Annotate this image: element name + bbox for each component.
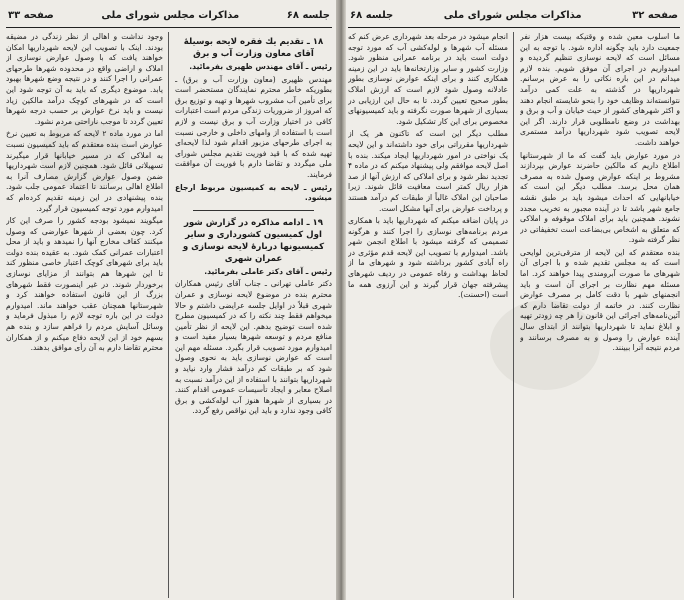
book-gutter bbox=[336, 0, 346, 600]
text-paragraph: مطلب دیگر این است که تاکنون هر یک از شهرداریها مقرراتی برای خود داشته‌اند و این لایحه یک نواختی در امور شهرداریها ایجاد میکند. بنده با اصل لایحه موافقم ولی پیشنهاد میکنم که در ماده ۴ تجدید نظر شود و برای املاکی که ارزش آنها از صد هزار ریال کمتر است معافیت قائل شوند. زیرا صاحبان این املاک غالباً از طبقات کم درآمد هستند و پرداخت عوارض برای آنها مشکل است. bbox=[348, 129, 508, 213]
text-paragraph: مهندس ظهیری (معاون وزارت آب و برق) ـ بطوریکه خاطر محترم نمایندگان مستحضر است برای تأمین آب مشروب شهرها و تهیه و توزیع برق که امروز از ضروریات زندگی مردم است اعتبارات کافی در اختیار وزارت آب و برق نیست و لازم است با استفاده از وامهای داخلی و خارجی نسبت به اجرای طرحهای مزبور اقدام شود لذا لایحه‌ای تهیه شده که با قید فوریت تقدیم مجلس شورای ملی میگردد و تقاضا دارم با فوریت آن موافقت فرمایند. bbox=[175, 74, 332, 179]
text-paragraph: وجود نداشت و اهالی از نظر زندگی در مضیقه بودند. اینک با تصویب این لایحه شهرداریها امکان خواهند یافت که با وصول عوارض نوسازی از املاک و اراضی واقع در محدوده شهرها طرحهای عمرانی را اجرا کنند و در نتیجه وضع شهرها بهبود یابد. موضوع دیگری که باید به آن توجه شود این است که در شهرهای کوچک درآمد مالکین زیاد نیست و باید نرخ عوارض بر حسب درجه شهرها تعیین گردد تا موجب ناراحتی مردم نشود. bbox=[6, 32, 163, 126]
text-paragraph: میگویند نمیشود بودجه کشور را صرف این کار کرد. چون بعضی از شهرها عوارضی که وصول میکنند کفاف مخارج آنها را نمیدهد و باید از محل اعتبارات عمرانی کمک شود. به عقیده بنده دولت باید برای شهرهای کوچک اعتبار خاصی منظور کند تا این شهرها هم بتوانند از مزایای نوسازی برخوردار شوند. در غیر اینصورت فقط شهرهای بزرگ از این قانون استفاده خواهند کرد و شهرستانها همچنان عقب خواهند ماند. امیدوارم دولت در این باره توجه لازم را مبذول فرماید و وسائل آسایش مردم را فراهم سازد و بنده هم بسهم خود از این لایحه دفاع میکنم و از همکاران محترم تقاضا دارم به آن رأی موافق بدهند. bbox=[6, 216, 163, 353]
text-paragraph: انجام میشود در مرحله بعد شهرداری عرض کنم که مسئله آب شهرها و لوله‌کشی آب که مورد توجه دولت است باید در برنامه عمرانی منظور شود. وزارت کشور و سایر وزارتخانه‌ها باید در این زمینه همکاری کنند و برای اینکه عوارض نوسازی بطور عادلانه وصول شود لازم است که ارزش املاک بطور صحیح تعیین گردد. تا به حال این ارزیابی در بسیاری از شهرها صورت نگرفته و باید کمیسیونهای مخصوص برای این کار تشکیل شود. bbox=[348, 32, 508, 126]
text-column-right bbox=[175, 32, 332, 598]
right-page-header bbox=[348, 6, 680, 28]
section-divider bbox=[193, 210, 314, 211]
session-number: جلسه ۶۸ bbox=[286, 9, 330, 21]
header-title: مذاکرات مجلس شورای ملی bbox=[443, 9, 582, 21]
right-page-columns bbox=[348, 32, 680, 598]
header-title: مذاکرات مجلس شورای ملی bbox=[101, 9, 240, 21]
speaker-paragraph: رئیس ـ آقای دکتر عاملی بفرمائید. bbox=[204, 266, 332, 276]
session-number: جلسه ۶۸ bbox=[350, 9, 394, 21]
text-column-left bbox=[348, 32, 514, 598]
text-paragraph: دکتر عاملی تهرانی ـ جناب آقای رئیس همکاران محترم بنده در موضوع لایحه نوسازی و عمران شهری قبلاً در اوایل جلسه عرایضی داشتم و حالا میخواهم فقط چند نکته را که در کمیسیون مطرح شده است توضیح بدهم. این لایحه از نظر تأمین منافع مردم و توسعه شهرها بسیار مفید است و امیدوارم مورد تصویب قرار بگیرد. مسئله مهم این است که عوارض نوسازی باید به نحوی وصول شود که بر طبقات کم درآمد فشار وارد نیاید و شهرداریها بتوانند با استفاده از این درآمد نسبت به اصلاح معابر و ایجاد تأسیسات عمومی اقدام کنند. در بسیاری از شهرها هنوز آب لوله‌کشی و برق کافی وجود ندارد و باید این نواقص رفع گردد. bbox=[175, 279, 332, 416]
speaker-paragraph: رئیس ـ آقای مهندس ظهیری بفرمائید. bbox=[189, 62, 332, 71]
section-heading: ۱۸ ـ تقدیم یك فقره لایحه بوسیلهٔ آقای معاون وزارت آب و برق bbox=[183, 37, 324, 59]
text-column-left bbox=[6, 32, 169, 598]
left-page-header bbox=[6, 6, 332, 28]
text-paragraph: ما اسلوب معین شده و وقتیکه بیست هزار نفر جمعیت دارد باید چگونه اداره شود. با توجه به این مسائل است که لایحه نوسازی تنظیم گردیده و امیدواریم در اجرای آن موفق شویم. بنده لازم میدانم در این باره نکاتی را به عرض برسانم. شهرداریها در گذشته به علت کمی درآمد نتوانسته‌اند وظایف خود را بنحو شایسته انجام دهند و اکثر شهرهای کشور از حیث خیابان و آب و برق و بهداشت در وضع نامطلوبی قرار دارند. اگر این لایحه تصویب شود شهرداریها درآمد مستمری خواهند داشت. bbox=[520, 32, 680, 147]
left-page-columns bbox=[6, 32, 332, 598]
text-paragraph: اما در مورد ماده ۲ لایحه که مربوط به تعیین نرخ عوارض است بنده معتقدم که باید کمیسیون نسبت به املاکی که در مسیر خیابانها قرار میگیرند تسهیلاتی قائل شود. همچنین لازم است شهرداریها ضمن وصول عوارض گزارش مصارف آنرا به اطلاع اهالی برسانند تا اعتماد عمومی جلب شود. بنده پیشنهادی در این زمینه تقدیم کرده‌ام که امیدوارم مورد توجه کمیسیون قرار گیرد. bbox=[6, 129, 163, 213]
left-page bbox=[0, 0, 340, 600]
page-number: صفحه ۳۲ bbox=[632, 9, 678, 21]
text-paragraph: بنده معتقدم که این لایحه از مترقی‌ترین لوایحی است که به مجلس تقدیم شده و با اجرای آن شهرهای ما صورت آبرومندی پیدا خواهند کرد. اما مسئله مهم نظارت بر اجرای آن است و باید انجمنهای شهر با دقت کامل بر مصرف عوارض نظارت کنند. در خاتمه از دولت تقاضا دارم که آئین‌نامه‌های اجرائی این قانون را هر چه زودتر تهیه و ابلاغ نماید تا شهرداریها بتوانند از ابتدای سال آینده عوارض را وصول و به مصرف برسانند و مردم نتیجه آنرا ببینند. bbox=[520, 247, 680, 353]
section-heading: ۱۹ ـ ادامه مذاکره در گزارش شور اول کمیسیون کشورداری و سایر کمیسیونها دربارهٔ لایحه نوسازی و عمران شهری bbox=[182, 217, 325, 264]
text-paragraph: در پایان اضافه میکنم که شهرداریها باید با همکاری مردم برنامه‌های نوسازی را اجرا کنند و هرگونه تصمیمی که گرفته میشود با اطلاع انجمن شهر باشد. امیدوارم با تصویب این لایحه قدم مؤثری در راه آبادی کشور برداشته شود و شهرهای ما از لحاظ بهداشت و رفاه عمومی در ردیف شهرهای پیشرفته جهان قرار گیرند و این آرزوی همه ما است (احسنت). bbox=[348, 216, 508, 300]
text-paragraph: در مورد عوارض باید گفت که ما از شهرستانها اطلاع داریم که مالکین حاضرند عوارض بپردازند مشروط بر اینکه عوارض وصول شده به مصرف همان محل برسد. مطلب دیگر این است که خیابانهایی که احداث میشود باید بر طبق نقشه جامع شهر باشد تا در آینده مجبور به تخریب مجدد نشوند. همچنین باید برای املاک موقوفه و املاکی که متعلق به اشخاص بی‌بضاعت است تخفیفاتی در نظر گرفته شود. bbox=[520, 150, 680, 245]
text-column-right bbox=[520, 32, 680, 598]
page-number: صفحه ۳۳ bbox=[8, 9, 54, 21]
right-page bbox=[340, 0, 684, 600]
speaker-paragraph: رئیس ـ لایحه به کمیسیون مربوط ارجاع میشود. bbox=[175, 182, 332, 203]
